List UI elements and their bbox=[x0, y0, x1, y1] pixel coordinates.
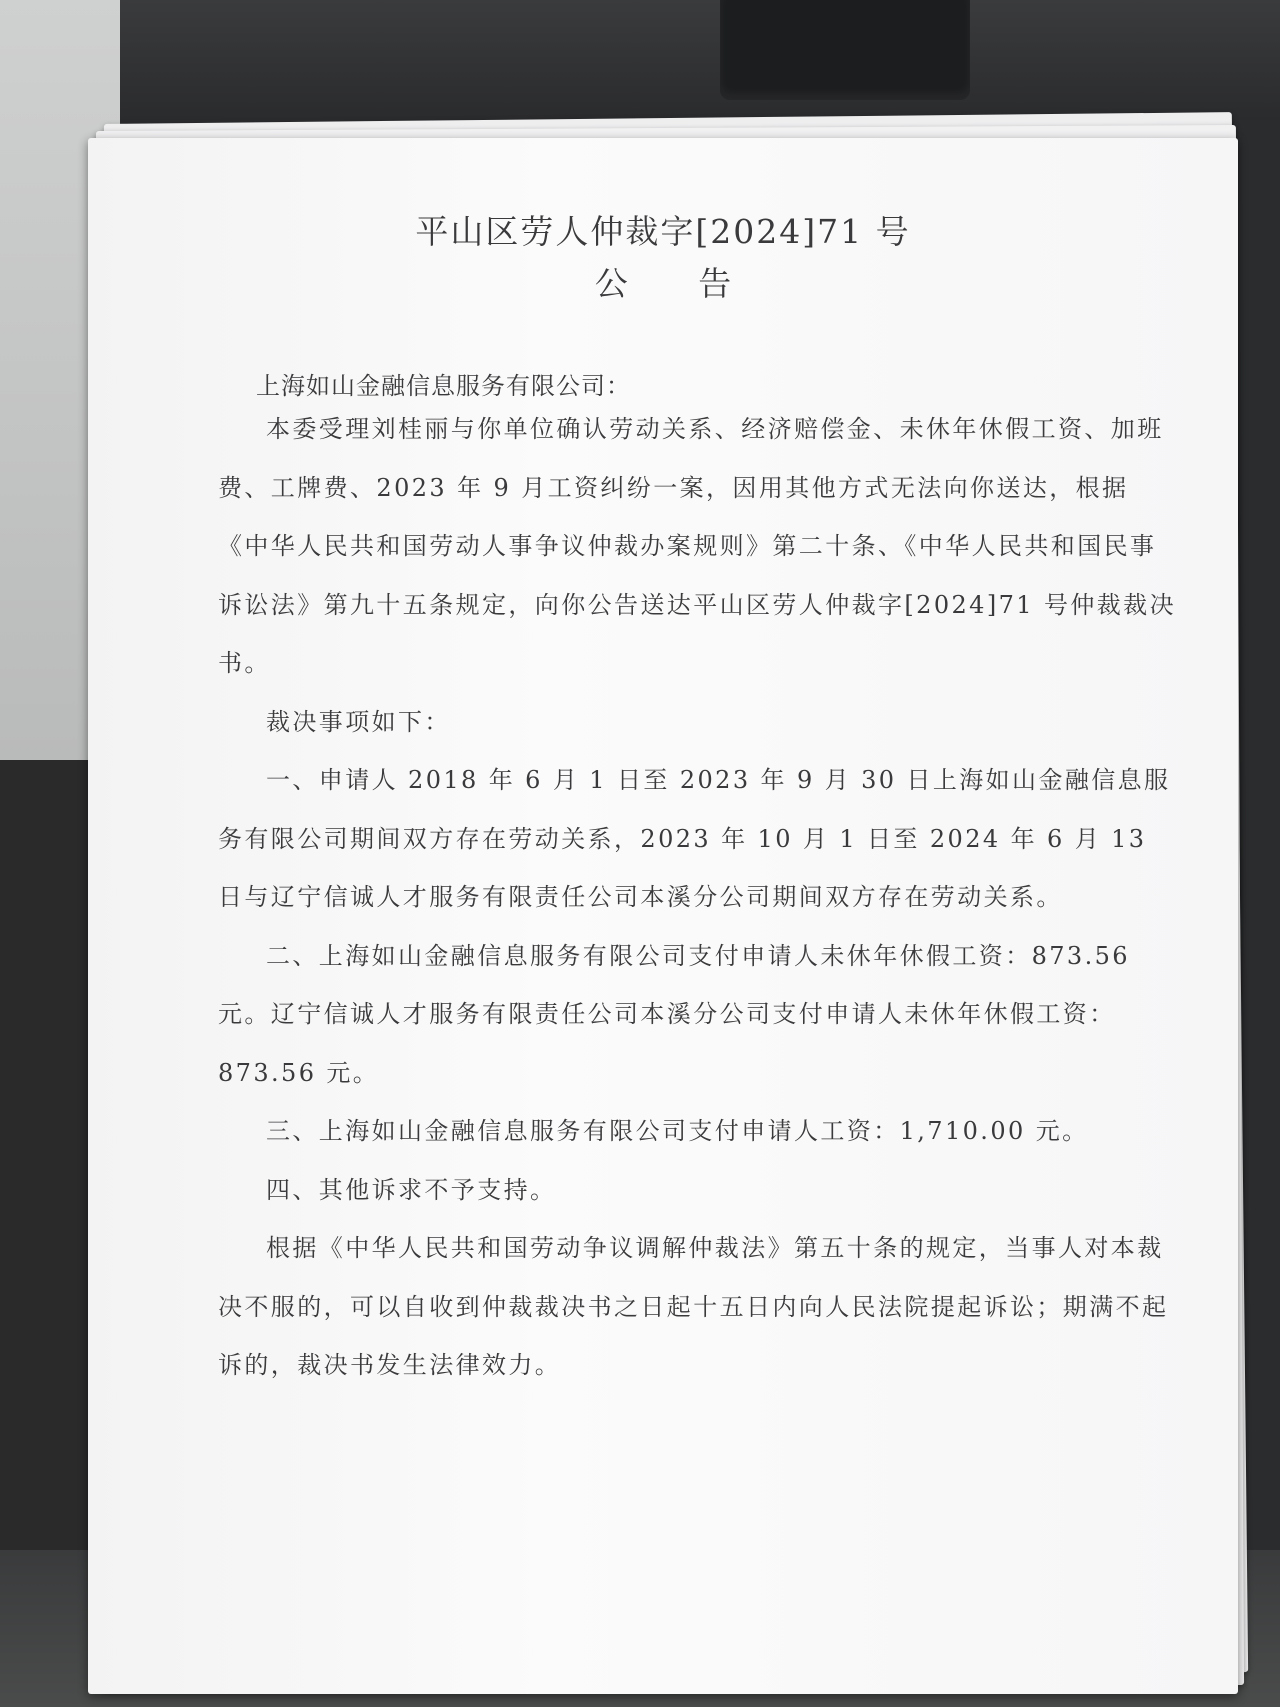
background-shadow bbox=[0, 760, 100, 1560]
addressee: 上海如山金融信息服务有限公司： bbox=[256, 372, 631, 400]
notice-title: 公 告 bbox=[594, 264, 762, 303]
paragraph-ruling-2: 二、上海如山金融信息服务有限公司支付申请人未休年休假工资：873.56 元。辽宁信诚人才服务有限责任公司本溪分公司支付申请人未休年休假工资：873.56 元。 bbox=[218, 941, 1130, 1087]
paragraph-ruling-3: 三、上海如山金融信息服务有限公司支付申请人工资：1,710.00 元。 bbox=[266, 1117, 1089, 1145]
background-printer bbox=[720, 0, 970, 100]
case-number: 平山区劳人仲裁字[2024]71 号 bbox=[415, 212, 911, 251]
document-body bbox=[218, 400, 1178, 1395]
document-header bbox=[88, 206, 1238, 310]
paragraph-intro: 本委受理刘桂丽与你单位确认劳动关系、经济赔偿金、未休年休假工资、加班费、工牌费、2023 年 9 月工资纠纷一案，因用其他方式无法向你送达，根据《中华人民共和国劳动人事争议仲裁办案规则》第二十条、《中华人民共和国民事诉讼法》第九十五条规定，向你公告送达平山区劳人仲裁字[2024]71 号仲裁裁决书。 bbox=[218, 415, 1176, 677]
notice-document bbox=[88, 138, 1238, 1694]
paragraph-appeal-notice: 根据《中华人民共和国劳动争议调解仲裁法》第五十条的规定，当事人对本裁决不服的，可以自收到仲裁裁决书之日起十五日内向人民法院提起诉讼；期满不起诉的，裁决书发生法律效力。 bbox=[218, 1234, 1169, 1379]
background-desk bbox=[120, 0, 1280, 120]
paragraph-ruling-4: 四、其他诉求不予支持。 bbox=[266, 1175, 557, 1204]
paragraph-ruling-1: 一、申请人 2018 年 6 月 1 日至 2023 年 9 月 30 日上海如山金融信息服务有限公司期间双方存在劳动关系，2023 年 10 月 1 日至 2024 年 6 月 13 日与辽宁信诚人才服务有限责任公司本溪分公司期间双方存在劳动关系。 bbox=[218, 766, 1171, 911]
paragraph-ruling-heading: 裁决事项如下： bbox=[266, 707, 451, 736]
